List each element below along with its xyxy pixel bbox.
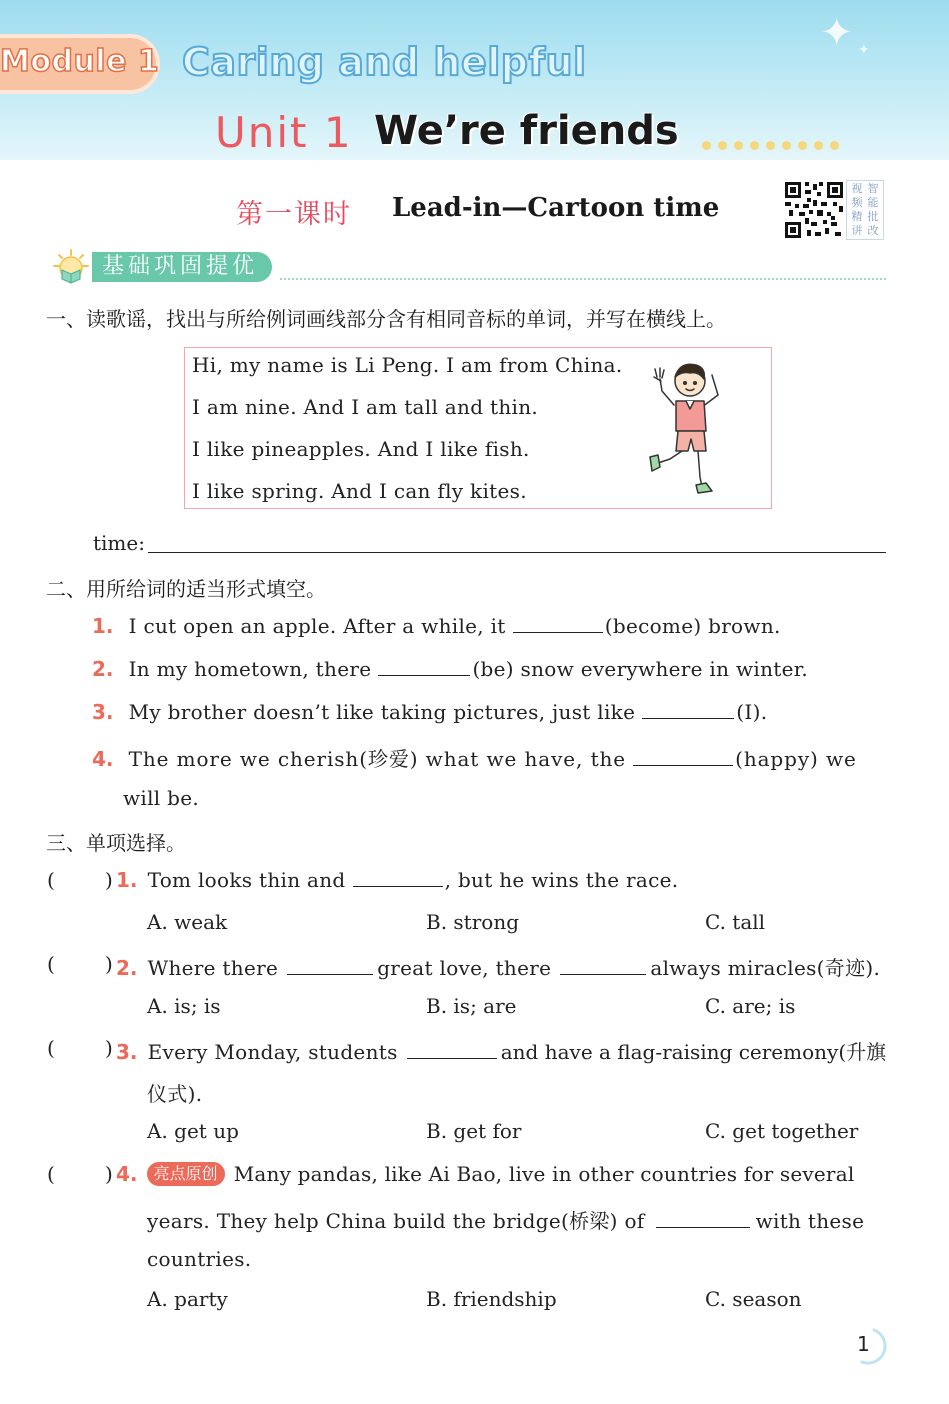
- item-number: 3.: [92, 700, 114, 724]
- item-number: 2.: [116, 956, 138, 980]
- item-text-continued: 仪式).: [147, 1082, 203, 1106]
- item-text: I cut open an apple. After a while, it: [128, 614, 506, 638]
- answer-line[interactable]: [148, 552, 886, 553]
- qr-note-char: 能: [867, 196, 879, 209]
- qr-note-char: 精: [851, 210, 863, 223]
- option-c[interactable]: C. get together: [705, 1119, 859, 1143]
- answer-paren-open: (: [47, 1036, 55, 1060]
- unit-title: We’re friends: [374, 108, 679, 154]
- item-number: 2.: [92, 657, 114, 681]
- original-badge: 亮点原创: [147, 1162, 225, 1186]
- item-text: (become) brown.: [604, 614, 781, 638]
- fill-item-4: [92, 743, 857, 772]
- answer-blank[interactable]: [513, 614, 603, 633]
- item-text: with these: [755, 1209, 865, 1233]
- option-b[interactable]: B. friendship: [426, 1287, 557, 1311]
- answer-blank[interactable]: [378, 657, 470, 676]
- qr-note-char: 改: [867, 224, 879, 237]
- option-a[interactable]: A. get up: [147, 1119, 239, 1143]
- decorative-dots: [702, 141, 839, 150]
- answer-blank[interactable]: [287, 956, 373, 975]
- item-text: years. They help China build the bridge(桥梁) of: [147, 1209, 645, 1233]
- item-text: always miracles(奇迹).: [650, 956, 881, 980]
- choice-question-2: [116, 952, 880, 981]
- choice-question-4: [116, 1162, 854, 1186]
- option-a[interactable]: A. party: [147, 1287, 228, 1311]
- rhyme-line: Hi, my name is Li Peng. I am from China.: [192, 353, 623, 377]
- answer-box[interactable]: [60, 1036, 104, 1060]
- option-b[interactable]: B. is; are: [426, 994, 517, 1018]
- sparkle-small-icon: ✦: [858, 42, 870, 58]
- rhyme-line: I like spring. And I can fly kites.: [192, 479, 527, 503]
- answer-blank[interactable]: [353, 868, 443, 887]
- section3-heading: 三、单项选择。: [46, 831, 186, 855]
- item-text: My brother doesn’t like taking pictures, just like: [128, 700, 636, 724]
- choice-question-4-line2: [147, 1205, 864, 1234]
- qr-note-char: 批: [867, 210, 879, 223]
- item-number: 3.: [116, 1040, 138, 1064]
- qr-note-char: 视: [851, 182, 863, 195]
- option-a[interactable]: A. weak: [147, 910, 228, 934]
- answer-blank[interactable]: [642, 700, 734, 719]
- sparkle-icon: ✦: [820, 10, 854, 56]
- item-text: and have a flag-raising ceremony(升旗: [500, 1040, 887, 1064]
- item-number: 4.: [116, 1162, 138, 1186]
- item-text: great love, there: [377, 956, 552, 980]
- section1-heading: 一、读歌谣，找出与所给例词画线部分含有相同音标的单词，并写在横线上。: [46, 307, 726, 331]
- qr-note-char: 智: [867, 182, 879, 195]
- option-c[interactable]: C. tall: [705, 910, 766, 934]
- item-text: The more we cherish(珍爱) what we have, the: [128, 747, 627, 771]
- answer-label: time:: [93, 531, 145, 555]
- item-text: (happy) we: [735, 747, 857, 771]
- choice-question-3: [116, 1036, 886, 1065]
- choice-question-1: [116, 868, 678, 892]
- item-number: 1.: [92, 614, 114, 638]
- fill-item-2: [92, 657, 808, 681]
- item-text-continued: countries.: [147, 1247, 252, 1271]
- rhyme-line: I like pineapples. And I like fish.: [192, 437, 530, 461]
- fill-item-3: [92, 700, 767, 724]
- answer-box[interactable]: [60, 868, 104, 892]
- item-text: (be) snow everywhere in winter.: [472, 657, 809, 681]
- module-label: Module 1: [0, 44, 160, 79]
- fill-item-1: [92, 614, 781, 638]
- answer-box[interactable]: [60, 952, 104, 976]
- answer-blank[interactable]: [407, 1040, 497, 1059]
- option-b[interactable]: B. strong: [426, 910, 519, 934]
- option-a[interactable]: A. is; is: [147, 994, 221, 1018]
- item-text: Tom looks thin and: [147, 868, 346, 892]
- answer-box[interactable]: [60, 1162, 104, 1186]
- banner-divider: [280, 278, 886, 280]
- answer-paren-close: ): [105, 868, 113, 892]
- option-c[interactable]: C. are; is: [705, 994, 796, 1018]
- qr-code-icon[interactable]: [783, 180, 845, 240]
- answer-paren-close: ): [105, 1036, 113, 1060]
- qr-note-char: 频: [851, 196, 863, 209]
- lesson-title-cn: 第一课时: [236, 199, 352, 230]
- module-title: Caring and helpful: [182, 40, 587, 84]
- answer-blank[interactable]: [656, 1209, 750, 1228]
- option-c[interactable]: C. season: [705, 1287, 802, 1311]
- section2-heading: 二、用所给词的适当形式填空。: [46, 577, 326, 601]
- item-text-continued: will be.: [123, 786, 200, 810]
- answer-paren-close: ): [105, 1162, 113, 1186]
- answer-blank[interactable]: [633, 747, 733, 766]
- item-text: (I).: [736, 700, 768, 724]
- page-number: 1: [857, 1332, 870, 1356]
- answer-paren-open: (: [47, 1162, 55, 1186]
- qr-note-char: 讲: [851, 224, 863, 237]
- answer-paren-open: (: [47, 952, 55, 976]
- item-text: In my hometown, there: [128, 657, 372, 681]
- option-b[interactable]: B. get for: [426, 1119, 522, 1143]
- sun-book-icon: [52, 248, 90, 286]
- qr-note: [846, 180, 884, 240]
- item-text: Every Monday, students: [147, 1040, 398, 1064]
- item-number: 4.: [92, 747, 114, 771]
- boy-illustration: [640, 355, 740, 505]
- item-text: Where there: [147, 956, 279, 980]
- rhyme-line: I am nine. And I am tall and thin.: [192, 395, 539, 419]
- answer-paren-open: (: [47, 868, 55, 892]
- answer-paren-close: ): [105, 952, 113, 976]
- lesson-title-en: Lead-in—Cartoon time: [392, 193, 720, 223]
- item-text: , but he wins the race.: [444, 868, 679, 892]
- item-text: Many pandas, like Ai Bao, live in other countries for several: [233, 1162, 855, 1186]
- answer-blank[interactable]: [560, 956, 646, 975]
- item-number: 1.: [116, 868, 138, 892]
- section-banner: 基础巩固提优: [92, 252, 272, 282]
- unit-label: Unit 1: [215, 108, 353, 157]
